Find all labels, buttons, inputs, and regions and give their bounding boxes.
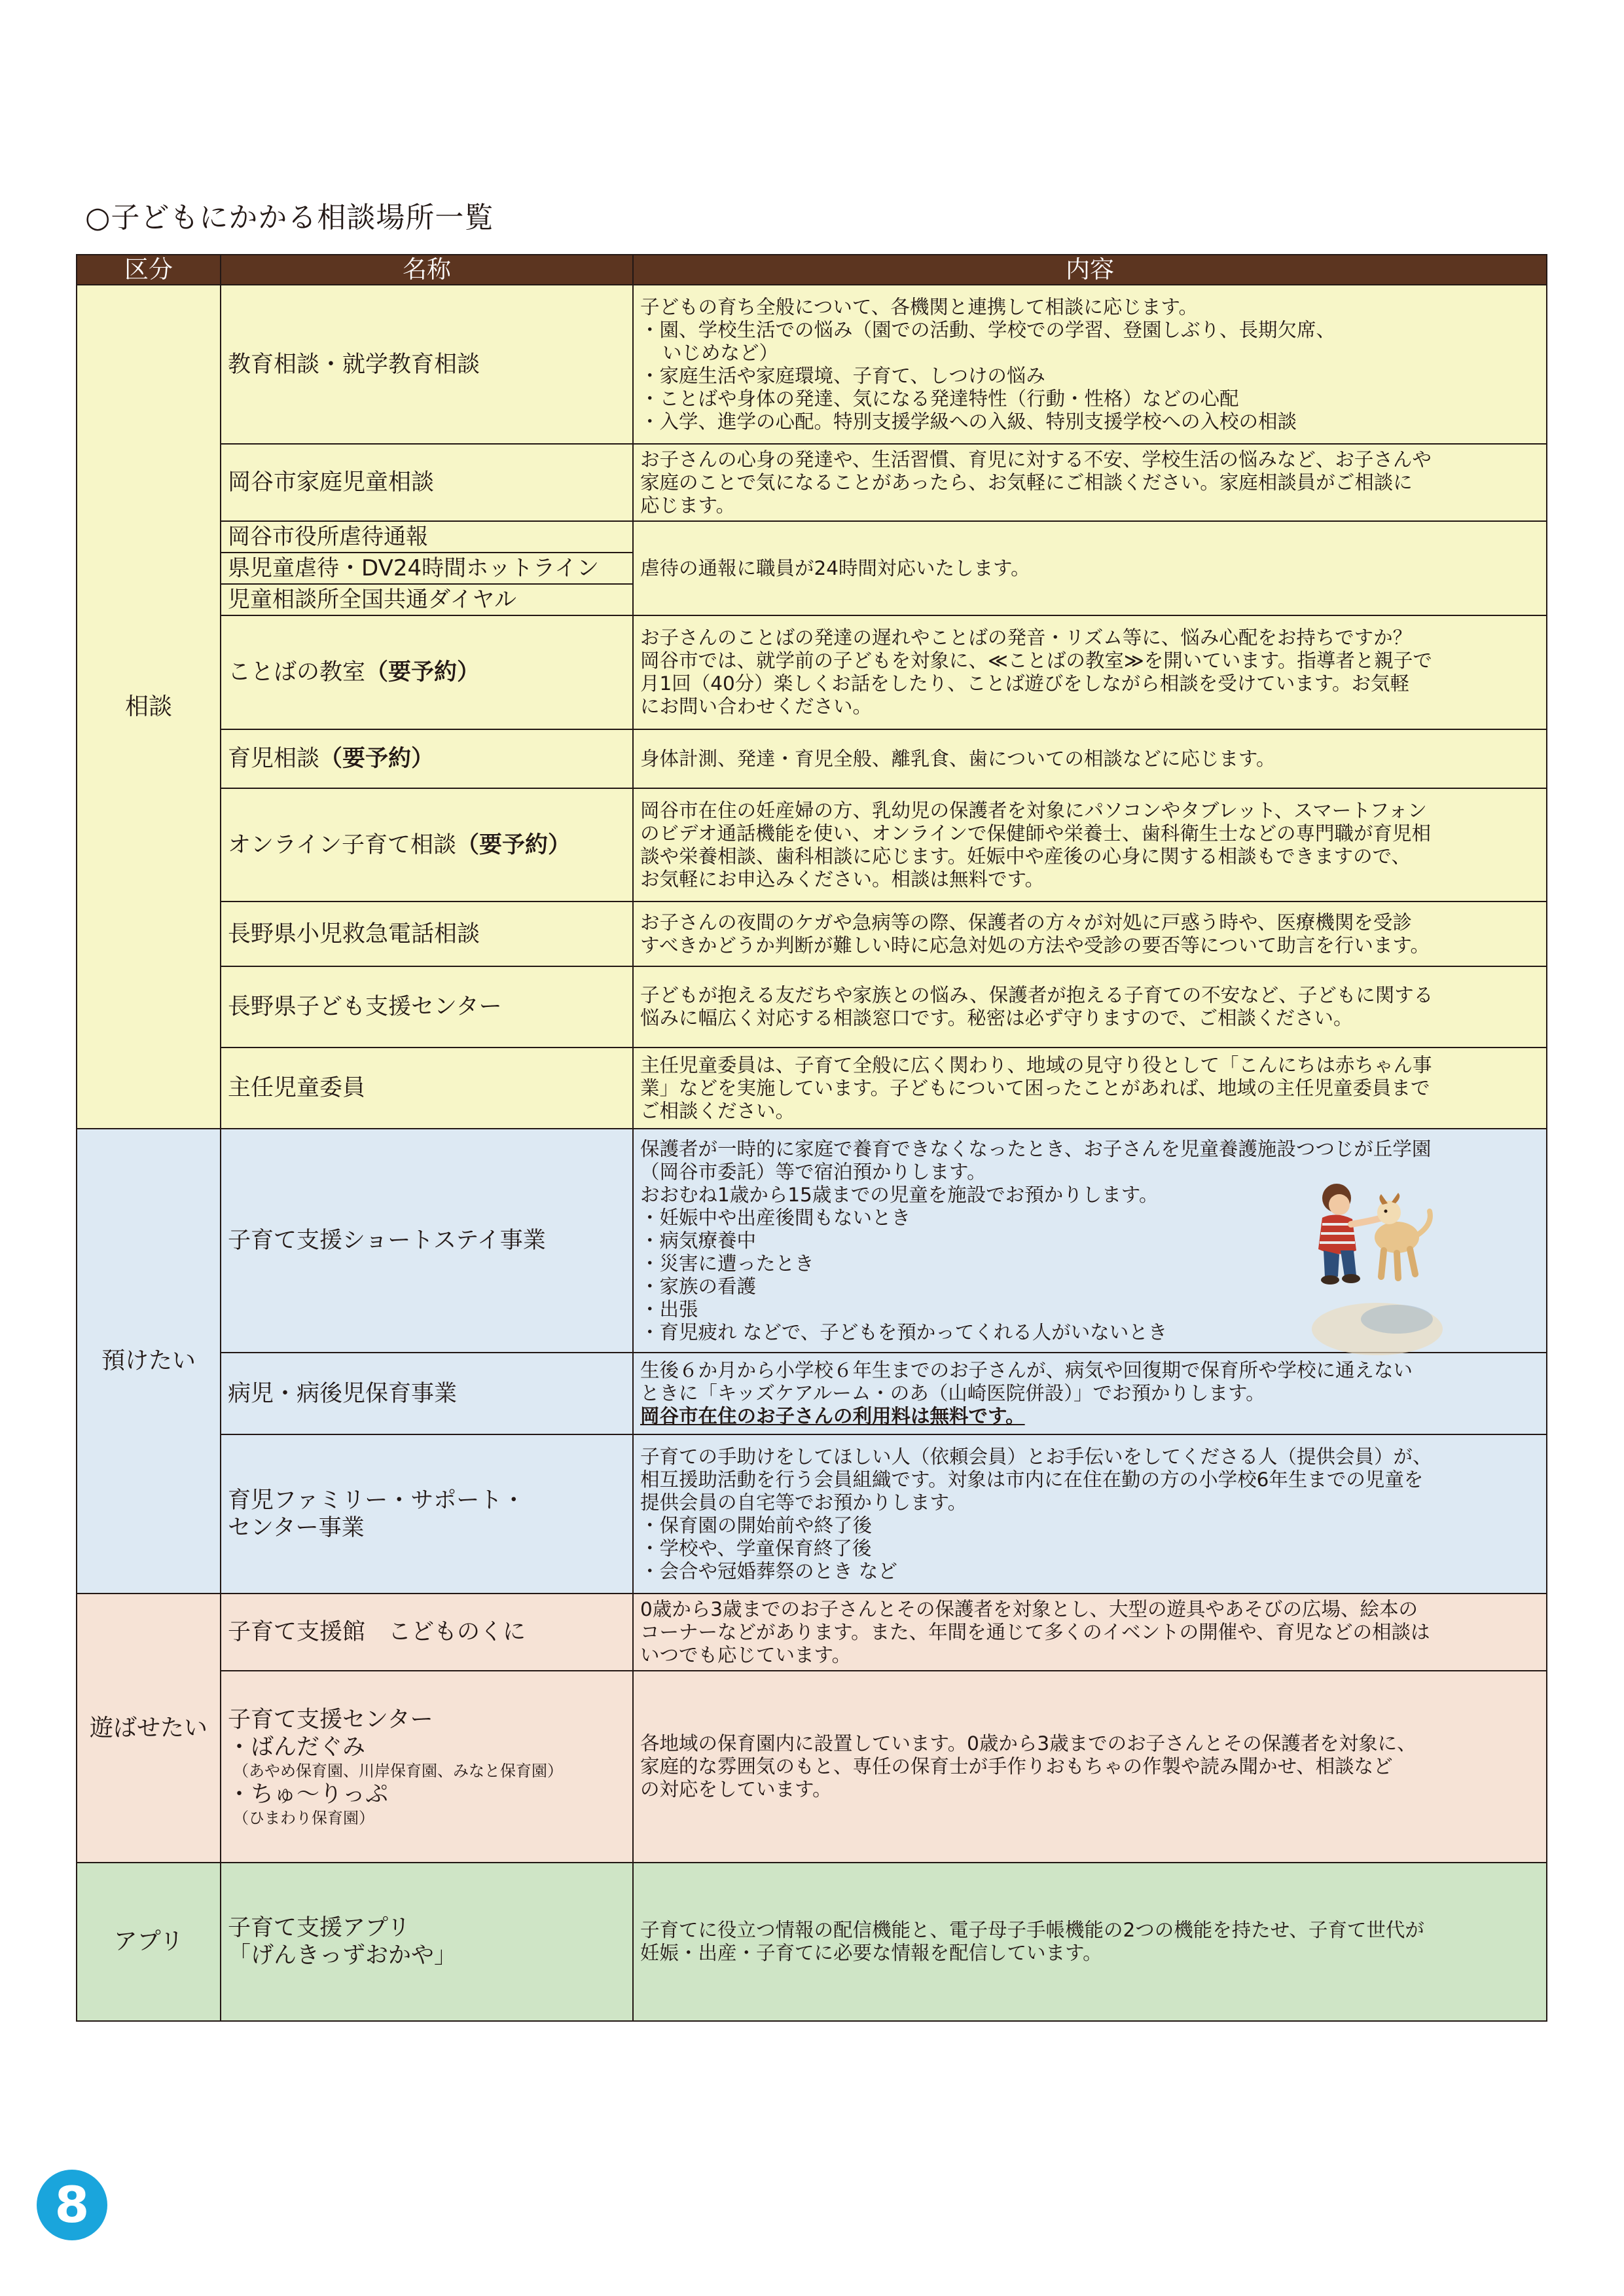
- category-azuketai: 預けたい: [77, 1129, 221, 1594]
- name-shunin: 主任児童委員: [221, 1048, 633, 1129]
- name-gyakutai-hotline: 県児童虐待・DV24時間ホットライン: [221, 553, 633, 584]
- header-name: 名称: [221, 255, 633, 285]
- name-katei: 岡谷市家庭児童相談: [221, 444, 633, 521]
- header-content: 内容: [633, 255, 1547, 285]
- content-katei: お子さんの心身の発達や、生活習慣、育児に対する不安、学校生活の悩みなど、お子さんや 家庭のことで気になることがあったら、お気軽にご相談ください。家庭相談員がご相談に 応じます。: [633, 444, 1547, 521]
- name-kyouiku: 教育相談・就学教育相談: [221, 285, 633, 444]
- page-title: ○子どもにかかる相談場所一覧: [85, 201, 494, 234]
- name-shortstay: 子育て支援ショートステイ事業: [221, 1129, 633, 1353]
- content-shien: 子どもが抱える友だちや家族との悩み、保護者が抱える子育ての不安など、子どもに関する 悩みに幅広く対応する相談窓口です。秘密は必ず守りますので、ご相談ください。: [633, 966, 1547, 1048]
- table-row: [77, 285, 1547, 444]
- content-kyuukyuu: お子さんの夜間のケガや急病等の際、保護者の方々が対処に戸惑う時や、医療機関を受診 すべきかどうか判断が難しい時に応急対処の方法や受診の要否等について助言を行います。: [633, 902, 1547, 966]
- consultation-table: [76, 254, 1547, 2022]
- table-row: [77, 1594, 1547, 1671]
- category-app: アプリ: [77, 1863, 221, 2021]
- content-family: 子育ての手助けをしてほしい人（依頼会員）とお手伝いをしてくださる人（提供会員）が、 相互援助活動を行う会員組織です。対象は市内に在住在勤の方の小学校6年生までの児童を 提供会員の自宅等でお預かりします。 ・保育園の開始前や終了後 ・学校や、学童保育終了後 ・会合や冠婚葬祭のとき など: [633, 1434, 1547, 1594]
- table-row: [77, 902, 1547, 966]
- child-and-dog-illustration: [1299, 1172, 1449, 1362]
- table-row: [77, 1863, 1547, 2021]
- reservation-required: （要予約）: [365, 659, 480, 685]
- name-gyakutai-city: 岡谷市役所虐待通報: [221, 521, 633, 553]
- content-app: 子育てに役立つ情報の配信機能と、電子母子手帳機能の2つの機能を持たせ、子育て世代が 妊娠・出産・子育てに必要な情報を配信しています。: [633, 1863, 1547, 2021]
- reservation-required: （要予約）: [319, 746, 435, 772]
- content-byouji: 生後６か月から小学校６年生までのお子さんが、病気や回復期で保育所や学校に通えない ときに「キッズケアルーム・のあ（山崎医院併設）」でお預かりします。 岡谷市在住のお子さんの利用料は無料です。: [633, 1353, 1547, 1434]
- content-gyakutai: 虐待の通報に職員が24時間対応いたします。: [633, 521, 1547, 615]
- table-row: [77, 966, 1547, 1048]
- table-row: [77, 1671, 1547, 1863]
- name-ikuji: 育児相談（要予約）: [221, 729, 633, 788]
- table-row: [77, 1353, 1547, 1434]
- name-shien: 長野県子ども支援センター: [221, 966, 633, 1048]
- table-header-row: [77, 255, 1547, 285]
- table-row: [77, 1434, 1547, 1594]
- header-category: 区分: [77, 255, 221, 285]
- name-gyakutai-dial: 児童相談所全国共通ダイヤル: [221, 584, 633, 615]
- reservation-required: （要予約）: [456, 831, 571, 858]
- content-kodomonokuni: 0歳から3歳までのお子さんとその保護者を対象とし、大型の遊具やあそびの広場、絵本の コーナーなどがあります。また、年間を通じて多くのイベントの開催や、育児などの相談は いつでも応じています。: [633, 1594, 1547, 1671]
- content-shortstay: 保護者が一時的に家庭で養育できなくなったとき、お子さんを児童養護施設つつじが丘学園 （岡谷市委託）等で宿泊預かりします。 おおむね1歳から15歳までの児童を施設でお預かりします。 ・妊娠中や出産後間もないとき ・病気療養中 ・災害に遭ったとき ・家族の看護 ・出張 ・育児疲れ などで、子どもを預かってくれる人がいないとき: [633, 1129, 1547, 1353]
- name-online: オンライン子育て相談（要予約）: [221, 788, 633, 902]
- name-center: 子育て支援センター ・ばんだぐみ （あやめ保育園、川岸保育園、みなと保育園） ・ちゅ～りっぷ （ひまわり保育園）: [221, 1671, 633, 1863]
- table-row: [77, 1048, 1547, 1129]
- content-center: 各地域の保育園内に設置しています。0歳から3歳までのお子さんとその保護者を対象に、 家庭的な雰囲気のもと、専任の保育士が手作りおもちゃの作製や読み聞かせ、相談など の対応をしています。: [633, 1671, 1547, 1863]
- table-row: [77, 729, 1547, 788]
- name-kodomonokuni: 子育て支援館 こどものくに: [221, 1594, 633, 1671]
- page-number-badge: [35, 2168, 109, 2242]
- content-shunin: 主任児童委員は、子育て全般に広く関わり、地域の見守り役として「こんにちは赤ちゃん事 業」などを実施しています。子どもについて困ったことがあれば、地域の主任児童委員まで ご相談ください。: [633, 1048, 1547, 1129]
- category-soudan: 相談: [77, 285, 221, 1129]
- table-row: [77, 444, 1547, 521]
- name-family: 育児ファミリー・サポート・ センター事業: [221, 1434, 633, 1594]
- content-ikuji: 身体計測、発達・育児全般、離乳食、歯についての相談などに応じます。: [633, 729, 1547, 788]
- table-row: [77, 615, 1547, 729]
- name-app: 子育て支援アプリ 「げんきっずおかや」: [221, 1863, 633, 2021]
- name-kotoba: ことばの教室（要予約）: [221, 615, 633, 729]
- table-row: [77, 788, 1547, 902]
- table-row: [77, 521, 1547, 553]
- name-kyuukyuu: 長野県小児救急電話相談: [221, 902, 633, 966]
- category-asobasetai: 遊ばせたい: [77, 1594, 221, 1863]
- content-kyouiku: 子どもの育ち全般について、各機関と連携して相談に応じます。 ・園、学校生活での悩み（園での活動、学校での学習、登園しぶり、長期欠席、 いじめなど） ・家庭生活や家庭環境、子育て、しつけの悩み ・ことばや身体の発達、気になる発達特性（行動・性格）などの心配 ・入学、進学の心配。特別支援学級への入級、特別支援学校への入校の相談: [633, 285, 1547, 444]
- svg-text:8: 8: [54, 2176, 90, 2234]
- free-fee-note: 岡谷市在住のお子さんの利用料は無料です。: [640, 1405, 1025, 1427]
- content-online: 岡谷市在住の妊産婦の方、乳幼児の保護者を対象にパソコンやタブレット、スマートフォン のビデオ通話機能を使い、オンラインで保健師や栄養士、歯科衛生士などの専門職が育児相 談や栄養相談、歯科相談に応じます。妊娠中や産後の心身に関する相談もできますので、 お気軽にお申込みください。相談は無料です。: [633, 788, 1547, 902]
- content-kotoba: お子さんのことばの発達の遅れやことばの発音・リズム等に、悩み心配をお持ちですか？ 岡谷市では、就学前の子どもを対象に、≪ことばの教室≫を開いています。指導者と親子で 月1回（40分）楽しくお話をしたり、ことば遊びをしながら相談を受けています。お気軽 にお問い合わせください。: [633, 615, 1547, 729]
- name-byouji: 病児・病後児保育事業: [221, 1353, 633, 1434]
